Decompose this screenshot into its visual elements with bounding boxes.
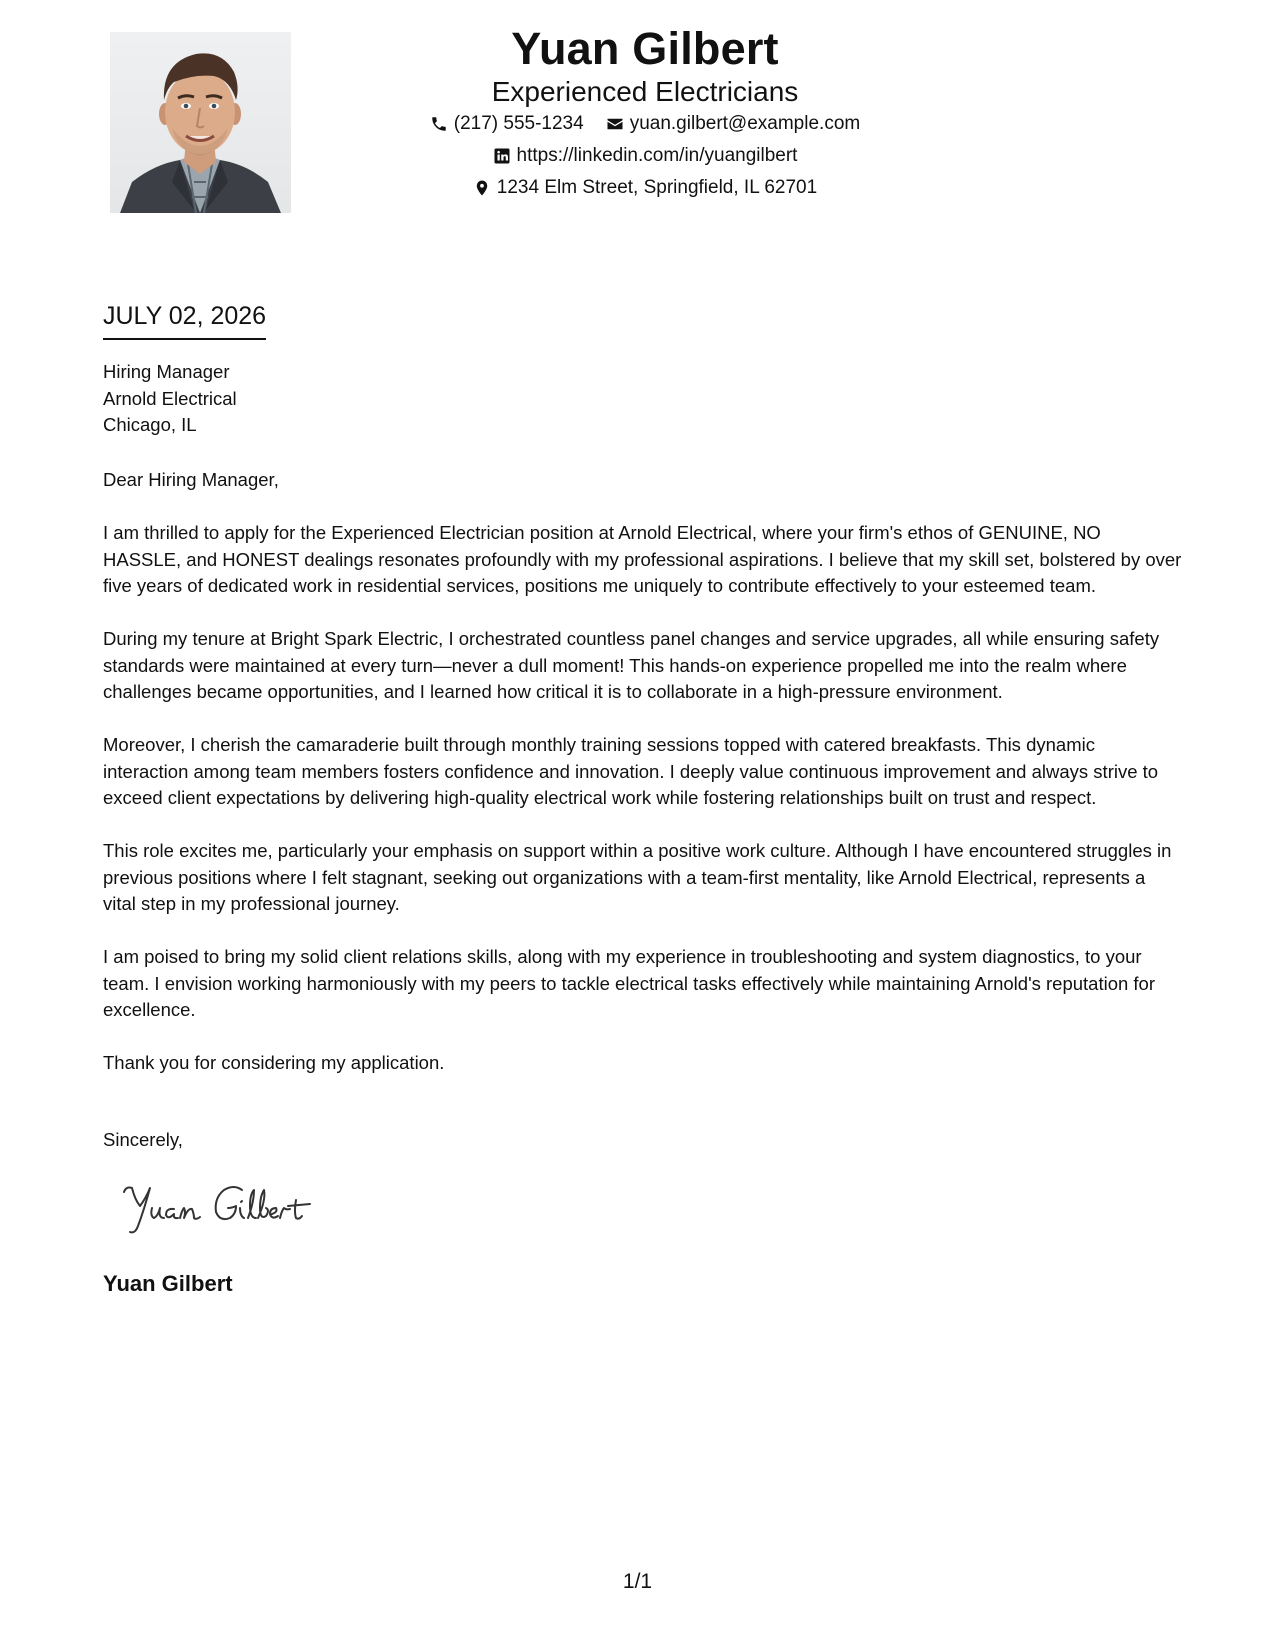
letter-date: JULY 02, 2026 [103, 300, 266, 340]
paragraph: I am poised to bring my solid client relations skills, along with my experience in troubleshooting and system diagnostics, to your team. I envision working harmoniously with my peers to tackle electrical tasks effectively while maintaining Arnold's reputation for excellence. [103, 946, 1156, 1020]
envelope-icon [606, 108, 624, 140]
linkedin-url[interactable]: https://linkedin.com/in/yuangilbert [516, 145, 798, 166]
applicant-name: Yuan Gilbert [511, 23, 779, 74]
job-title: Experienced Electricians [491, 76, 799, 107]
paragraph: Moreover, I cherish the camaraderie built through monthly training sessions topped with catered breakfasts. This dynamic interaction among team members fosters confidence and innovation. I deeply value continuous improvement and always strive to exceed client expectations by delivering high-quality electrical work while fostering relationships built on trust and respect. [103, 734, 1159, 808]
linkedin-icon [493, 140, 511, 172]
page-number: 1/1 [622, 1570, 653, 1593]
paragraph: I am thrilled to apply for the Experienced Electrician position at Arnold Electrical, where your firm's ethos of GENUINE, NO HASSLE, and HONEST dealings resonates profoundly with my professional aspirations. I believe that my skill set, bolstered by over five years of dedicated work in residential services, positions me uniquely to contribute effectively to your esteemed team. [103, 522, 1182, 596]
paragraph: During my tenure at Bright Spark Electric, I orchestrated countless panel changes and service upgrades, all while ensuring safety standards were maintained at every turn—never a dull moment! This hands-on experience propelled me into the realm where challenges became opportunities, and I learned how critical it is to collaborate in a high-pressure environment. [103, 628, 1160, 702]
contact-row-phone-email [330, 108, 960, 140]
contact-row-linkedin [330, 140, 960, 172]
recipient-company: Arnold Electrical [103, 387, 237, 409]
portrait-illustration [110, 32, 291, 213]
closing-thanks: Thank you for considering my application. [103, 1052, 445, 1073]
letter-body [103, 467, 1183, 1103]
header [330, 20, 960, 204]
recipient-location: Chicago, IL [103, 414, 197, 435]
street-address: 1234 Elm Street, Springfield, IL 62701 [496, 177, 818, 198]
signer-name: Yuan Gilbert [103, 1271, 233, 1296]
signature [120, 1178, 350, 1238]
email-address[interactable]: yuan.gilbert@example.com [629, 113, 861, 134]
recipient-title: Hiring Manager [103, 361, 230, 382]
paragraph: This role excites me, particularly your emphasis on support within a positive work culture. Although I have encountered struggles in previous positions where I felt stagnant, seeking out organizations with a team-first mentality, like Arnold Electrical, represents a vital step in my professional journey. [103, 840, 1172, 914]
recipient-block [103, 359, 237, 439]
profile-photo [110, 32, 291, 213]
signature-graphic [120, 1178, 350, 1238]
salutation: Dear Hiring Manager, [103, 469, 279, 490]
contact-row-address [330, 172, 960, 204]
phone-number[interactable]: (217) 555-1234 [453, 113, 584, 134]
closing: Sincerely, [103, 1129, 183, 1150]
map-marker-icon [473, 172, 491, 204]
phone-icon [430, 108, 448, 140]
